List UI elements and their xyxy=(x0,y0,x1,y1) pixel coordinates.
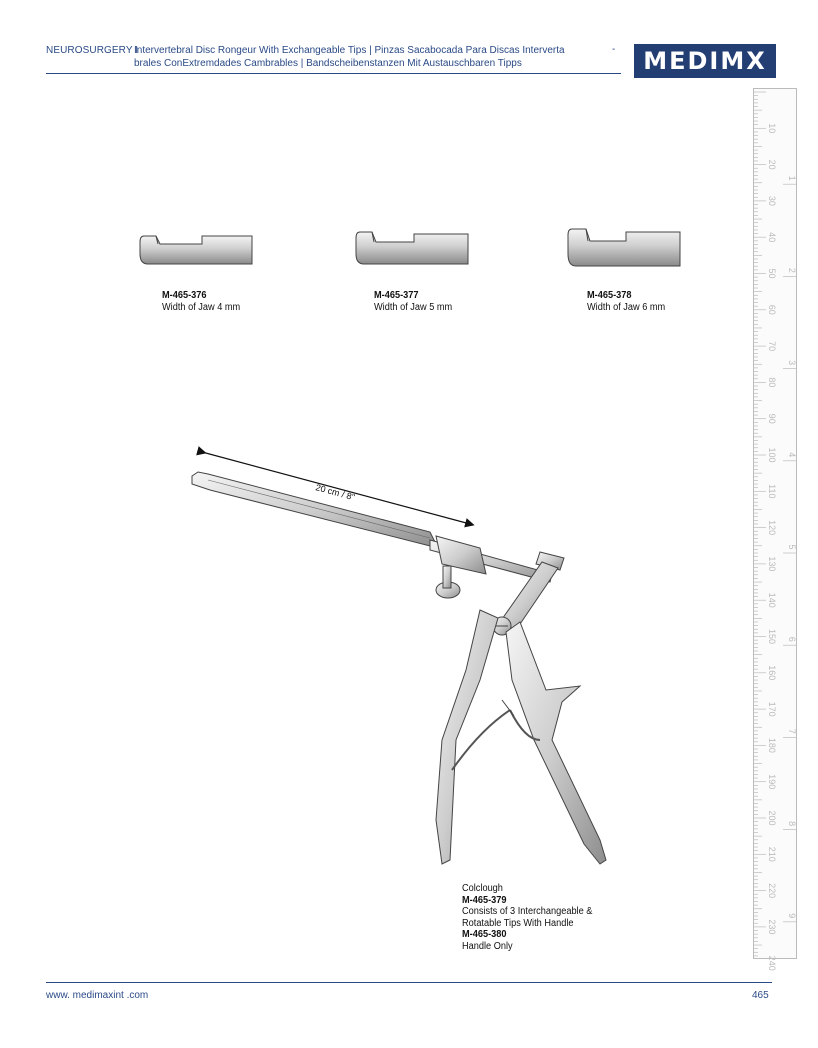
ruler-cm-label: 220 xyxy=(767,883,777,899)
tip-code: M-465-377 xyxy=(374,290,419,301)
ruler-cm-label: 240 xyxy=(767,955,777,971)
dimension-label: 20 cm / 8" xyxy=(314,482,356,503)
tip-desc: Width of Jaw 6 mm xyxy=(587,301,666,313)
ruler-cm-label: 200 xyxy=(767,810,777,826)
ruler-cm-label: 160 xyxy=(767,665,777,681)
ruler-cm-label: 180 xyxy=(767,737,777,753)
ruler-inch-label: 7 xyxy=(787,728,797,734)
ruler-cm-label: 100 xyxy=(767,447,777,463)
tip-caption-3 xyxy=(587,290,665,313)
ruler-cm-label: 30 xyxy=(767,195,777,206)
instrument-desc-2: Handle Only xyxy=(462,940,513,952)
instrument-code-1: M-465-379 xyxy=(462,894,507,906)
tip-illustration-2 xyxy=(352,228,472,270)
rongeur-illustration xyxy=(180,440,620,880)
ruler-cm-label: 20 xyxy=(767,159,777,170)
ruler-cm-label: 50 xyxy=(767,268,777,279)
tip-illustration-3 xyxy=(564,226,684,272)
ruler-cm-label: 210 xyxy=(767,846,777,862)
ruler-cm-label: 60 xyxy=(767,304,777,315)
ruler-inch-label: 9 xyxy=(787,913,797,919)
tip-code: M-465-378 xyxy=(587,290,632,301)
ruler-inch-label: 4 xyxy=(787,452,797,458)
ruler-cm-label: 230 xyxy=(767,919,777,935)
ruler-cm-label: 10 xyxy=(767,123,777,134)
ruler-inch-label: 8 xyxy=(787,821,797,827)
ruler-inch-label: 1 xyxy=(787,175,797,181)
tip-illustration-1 xyxy=(136,230,256,270)
brand-logo xyxy=(634,44,776,78)
page-title-line-2: brales ConExtremdades Cambrables | Bandscheibenstanzen Mit Austauschbaren Tipps xyxy=(134,57,522,69)
page-number: 465 xyxy=(752,990,769,1001)
ruler-cm-label: 130 xyxy=(767,556,777,572)
tip-caption-2 xyxy=(374,290,452,313)
tip-code: M-465-376 xyxy=(162,290,207,301)
header-dash: - xyxy=(612,44,616,55)
ruler-cm-label: 70 xyxy=(767,341,777,352)
ruler-cm-label: 190 xyxy=(767,774,777,790)
ruler-inch-label: 3 xyxy=(787,360,797,366)
header-divider xyxy=(46,73,621,74)
brand-logo-text: MEDIMX xyxy=(643,47,767,75)
tip-desc: Width of Jaw 5 mm xyxy=(374,301,453,313)
instrument-desc-1a: Consists of 3 Interchangeable & xyxy=(462,906,593,918)
footer-divider xyxy=(46,982,772,983)
ruler-inch-label: 6 xyxy=(787,636,797,642)
instrument-desc-1b: Rotatable Tips With Handle xyxy=(462,917,574,929)
tip-caption-1 xyxy=(162,290,240,313)
page-title-line-1: Intervertebral Disc Rongeur With Exchangeable Tips | Pinzas Sacabocada Para Discas Interverta xyxy=(134,45,565,56)
ruler-inch-label: 2 xyxy=(787,267,797,273)
ruler-inch-label: 5 xyxy=(787,544,797,550)
tip-desc: Width of Jaw 4 mm xyxy=(162,301,241,313)
ruler-cm-label: 40 xyxy=(767,232,777,243)
ruler-cm-label: 140 xyxy=(767,592,777,608)
instrument-caption xyxy=(462,883,592,953)
instrument-code-2: M-465-380 xyxy=(462,929,507,941)
ruler-cm-label: 150 xyxy=(767,628,777,645)
footer-website: www. medimaxint .com xyxy=(46,990,149,1001)
measurement-ruler xyxy=(753,88,797,971)
ruler-cm-label: 170 xyxy=(767,701,777,717)
ruler-cm-label: 120 xyxy=(767,520,777,536)
page-title xyxy=(134,45,609,70)
instrument-name: Colclough xyxy=(462,883,503,894)
ruler-cm-label: 110 xyxy=(767,484,777,499)
ruler-cm-label: 80 xyxy=(767,377,777,388)
category-label: NEUROSURGERY I xyxy=(46,45,139,56)
ruler-cm-label: 90 xyxy=(767,413,777,424)
